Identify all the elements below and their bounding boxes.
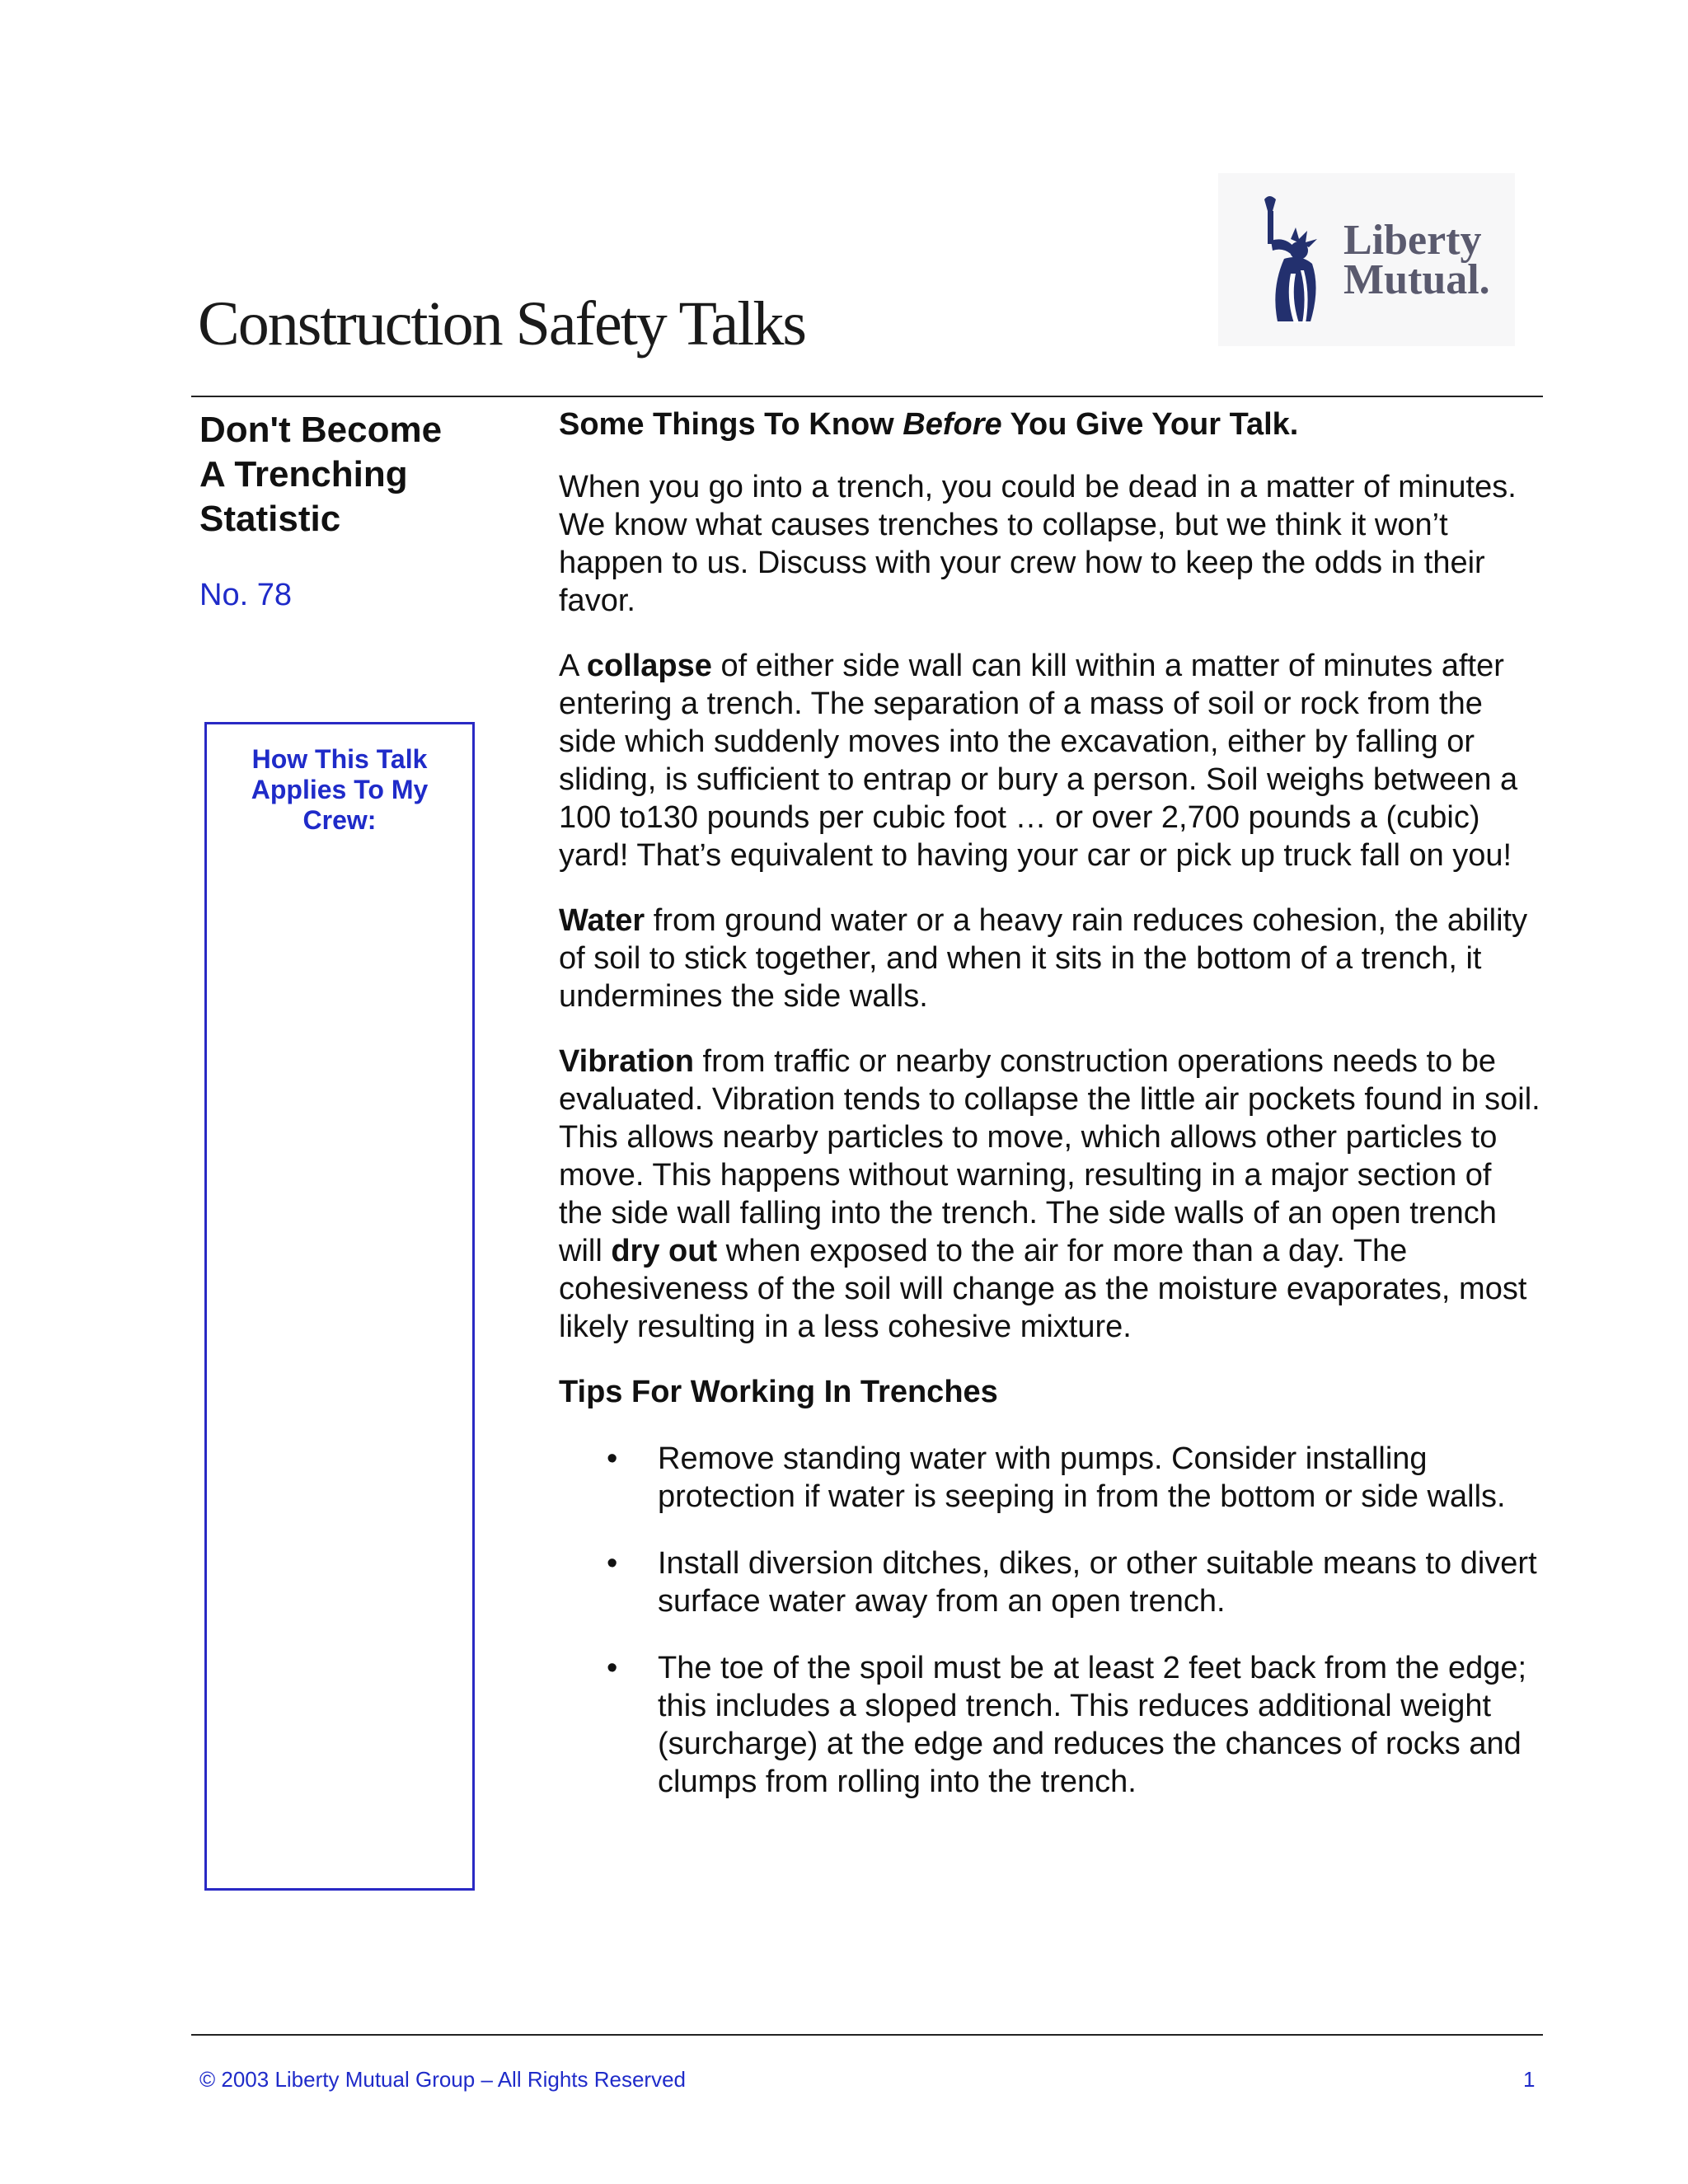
list-item bbox=[559, 1649, 1541, 1801]
statue-of-liberty-icon bbox=[1248, 191, 1347, 331]
water-text: from ground water or a heavy rain reduces cohesion, the ability of soil to stick together, and when it sits in the bottom of a trench, it undermines the side walls. bbox=[559, 903, 1528, 1014]
logo-line-2: Mutual. bbox=[1343, 256, 1490, 303]
water-paragraph bbox=[559, 902, 1541, 1015]
crew-notes-label: How This Talk Applies To My Crew: bbox=[251, 744, 429, 835]
tip-text: Remove standing water with pumps. Consider installing protection if water is seeping in from the bottom or side walls. bbox=[658, 1441, 1506, 1514]
tip-text: Install diversion ditches, dikes, or other suitable means to divert surface water away from an open trench. bbox=[658, 1546, 1537, 1619]
list-item bbox=[559, 1544, 1541, 1620]
dry-out-keyword: dry out bbox=[611, 1234, 718, 1268]
bullet-icon: • bbox=[607, 1651, 618, 1685]
liberty-mutual-logo bbox=[1218, 173, 1515, 346]
collapse-paragraph bbox=[559, 647, 1541, 874]
heading-pre: Some Things To Know bbox=[559, 407, 903, 442]
talk-number: No. 78 bbox=[199, 578, 292, 612]
intro-paragraph: When you go into a trench, you could be dead in a matter of minutes. We know what causes trenches to collapse, but we think it won’t happen to us. Discuss with your crew how to keep the odds in their favor. bbox=[559, 470, 1517, 618]
footer-copyright: © 2003 Liberty Mutual Group – All Rights Reserved bbox=[199, 2067, 687, 2092]
tips-heading: Tips For Working In Trenches bbox=[559, 1375, 998, 1409]
heading-post: You Give Your Talk. bbox=[1001, 407, 1299, 442]
logo-wordmark bbox=[1343, 217, 1490, 303]
collapse-pre: A bbox=[559, 649, 587, 683]
tips-list bbox=[559, 1440, 1541, 1801]
talk-title bbox=[199, 408, 480, 541]
sidebar bbox=[199, 408, 480, 613]
vibration-text-2: when exposed to the air for more than a day. The cohesiveness of the soil will change as the moisture evaporates, most likely resulting in a less cohesive mixture. bbox=[559, 1234, 1527, 1344]
crew-notes-box bbox=[204, 722, 475, 1891]
talk-title-line-3: Statistic bbox=[199, 499, 341, 539]
bullet-icon: • bbox=[607, 1441, 618, 1476]
collapse-text: of either side wall can kill within a matter of minutes after entering a trench. The separation of a mass of soil or rock from the side which suddenly moves into the excavation, either by falling or sliding, is sufficient to entrap or bury a person. Soil weighs between a 100 to130 pounds per cubic foot … or over 2,700 pounds a (cubic) yard! That’s equivalent to having your car or pick up truck fall on you! bbox=[559, 649, 1518, 873]
document-title: Construction Safety Talks bbox=[198, 289, 805, 359]
top-divider bbox=[191, 396, 1543, 397]
page-number: 1 bbox=[1523, 2067, 1536, 2092]
bullet-icon: • bbox=[607, 1546, 618, 1581]
vibration-text-1: from traffic or nearby construction operations needs to be evaluated. Vibration tends to collapse the little air pockets found in soil. This allows nearby particles to move, which allows other particles to move. This happens without warning, resulting in a major section of the side wall falling into the trench. The side walls of an open trench will bbox=[559, 1044, 1540, 1268]
main-content bbox=[559, 405, 1541, 1830]
water-keyword: Water bbox=[559, 903, 645, 938]
talk-title-line-2: A Trenching bbox=[199, 454, 408, 494]
talk-title-line-1: Don't Become bbox=[199, 410, 443, 450]
vibration-paragraph bbox=[559, 1043, 1541, 1346]
section-heading bbox=[559, 405, 1541, 443]
vibration-keyword: Vibration bbox=[559, 1044, 694, 1079]
list-item bbox=[559, 1440, 1541, 1516]
collapse-keyword: collapse bbox=[586, 649, 712, 683]
heading-emphasis: Before bbox=[903, 407, 1002, 442]
bottom-divider bbox=[191, 2034, 1543, 2036]
logo-line-1: Liberty bbox=[1343, 217, 1482, 264]
tip-text: The toe of the spoil must be at least 2 feet back from the edge; this includes a sloped trench. This reduces additional weight (surcharge) at the edge and reduces the chances of rocks and clumps from rolling into the trench. bbox=[658, 1651, 1527, 1799]
